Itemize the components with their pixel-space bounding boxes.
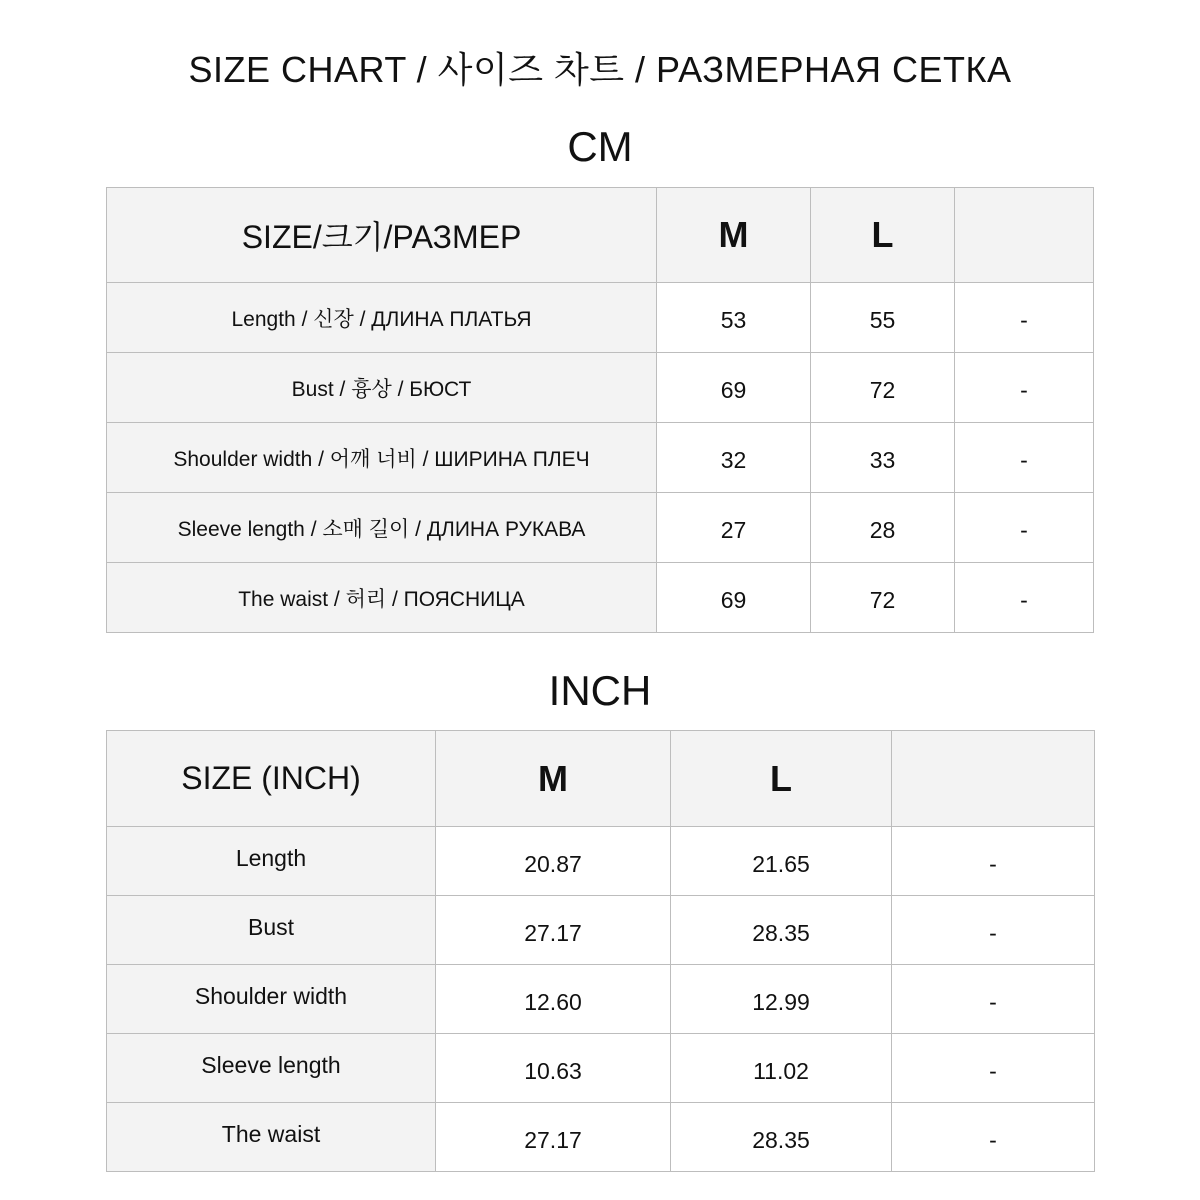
- table-row: [107, 353, 1094, 423]
- value-empty: -: [955, 563, 1094, 633]
- empty-size-header: [892, 731, 1095, 827]
- inch-size-table: [106, 730, 1095, 1172]
- table-row: [107, 827, 1095, 896]
- value-l: 12.99: [671, 965, 892, 1034]
- measurement-label: Length: [107, 827, 436, 896]
- measurement-label: Sleeve length / 소매 길이 / ДЛИНА РУКАВА: [107, 493, 657, 563]
- value-l: 72: [811, 353, 955, 423]
- measurement-label: Length / 신장 / ДЛИНА ПЛАТЬЯ: [107, 283, 657, 353]
- value-empty: -: [955, 353, 1094, 423]
- value-m: 10.63: [436, 1034, 671, 1103]
- value-empty: -: [892, 1034, 1095, 1103]
- measurement-label: Sleeve length: [107, 1034, 436, 1103]
- table-row: [107, 493, 1094, 563]
- value-m: 12.60: [436, 965, 671, 1034]
- table-row: [107, 1103, 1095, 1172]
- size-l-header: L: [671, 731, 892, 827]
- measurement-label: Shoulder width: [107, 965, 436, 1034]
- value-l: 28.35: [671, 1103, 892, 1172]
- table-row: [107, 1034, 1095, 1103]
- table-row: [107, 896, 1095, 965]
- cm-section-title: CM: [567, 123, 633, 170]
- value-m: 32: [657, 423, 811, 493]
- value-empty: -: [955, 423, 1094, 493]
- size-column-header: SIZE/크기/РАЗМЕР: [107, 188, 657, 283]
- value-empty: -: [955, 493, 1094, 563]
- value-m: 69: [657, 563, 811, 633]
- value-l: 11.02: [671, 1034, 892, 1103]
- table-row: [107, 563, 1094, 633]
- cm-size-table: [106, 187, 1094, 633]
- value-l: 72: [811, 563, 955, 633]
- value-l: 33: [811, 423, 955, 493]
- value-l: 21.65: [671, 827, 892, 896]
- value-empty: -: [892, 896, 1095, 965]
- inch-section-title: INCH: [548, 667, 652, 714]
- value-empty: -: [892, 827, 1095, 896]
- measurement-label: Bust / 흉상 / БЮСТ: [107, 353, 657, 423]
- size-m-header: M: [436, 731, 671, 827]
- value-m: 27.17: [436, 896, 671, 965]
- value-empty: -: [892, 965, 1095, 1034]
- size-column-header: SIZE (INCH): [107, 731, 436, 827]
- page-title: SIZE CHART / 사이즈 차트 / РАЗМЕРНАЯ СЕТКА: [188, 49, 1012, 90]
- measurement-label: The waist: [107, 1103, 436, 1172]
- value-m: 27.17: [436, 1103, 671, 1172]
- value-l: 28: [811, 493, 955, 563]
- table-row: [107, 965, 1095, 1034]
- empty-size-header: [955, 188, 1094, 283]
- size-m-header: M: [657, 188, 811, 283]
- measurement-label: The waist / 허리 / ПОЯСНИЦА: [107, 563, 657, 633]
- measurement-label: Shoulder width / 어깨 너비 / ШИРИНА ПЛЕЧ: [107, 423, 657, 493]
- table-row: [107, 423, 1094, 493]
- value-l: 28.35: [671, 896, 892, 965]
- value-m: 53: [657, 283, 811, 353]
- value-m: 27: [657, 493, 811, 563]
- table-row: [107, 283, 1094, 353]
- value-m: 69: [657, 353, 811, 423]
- value-m: 20.87: [436, 827, 671, 896]
- value-empty: -: [892, 1103, 1095, 1172]
- value-empty: -: [955, 283, 1094, 353]
- size-l-header: L: [811, 188, 955, 283]
- table-header-row: [107, 188, 1094, 283]
- measurement-label: Bust: [107, 896, 436, 965]
- value-l: 55: [811, 283, 955, 353]
- table-header-row: [107, 731, 1095, 827]
